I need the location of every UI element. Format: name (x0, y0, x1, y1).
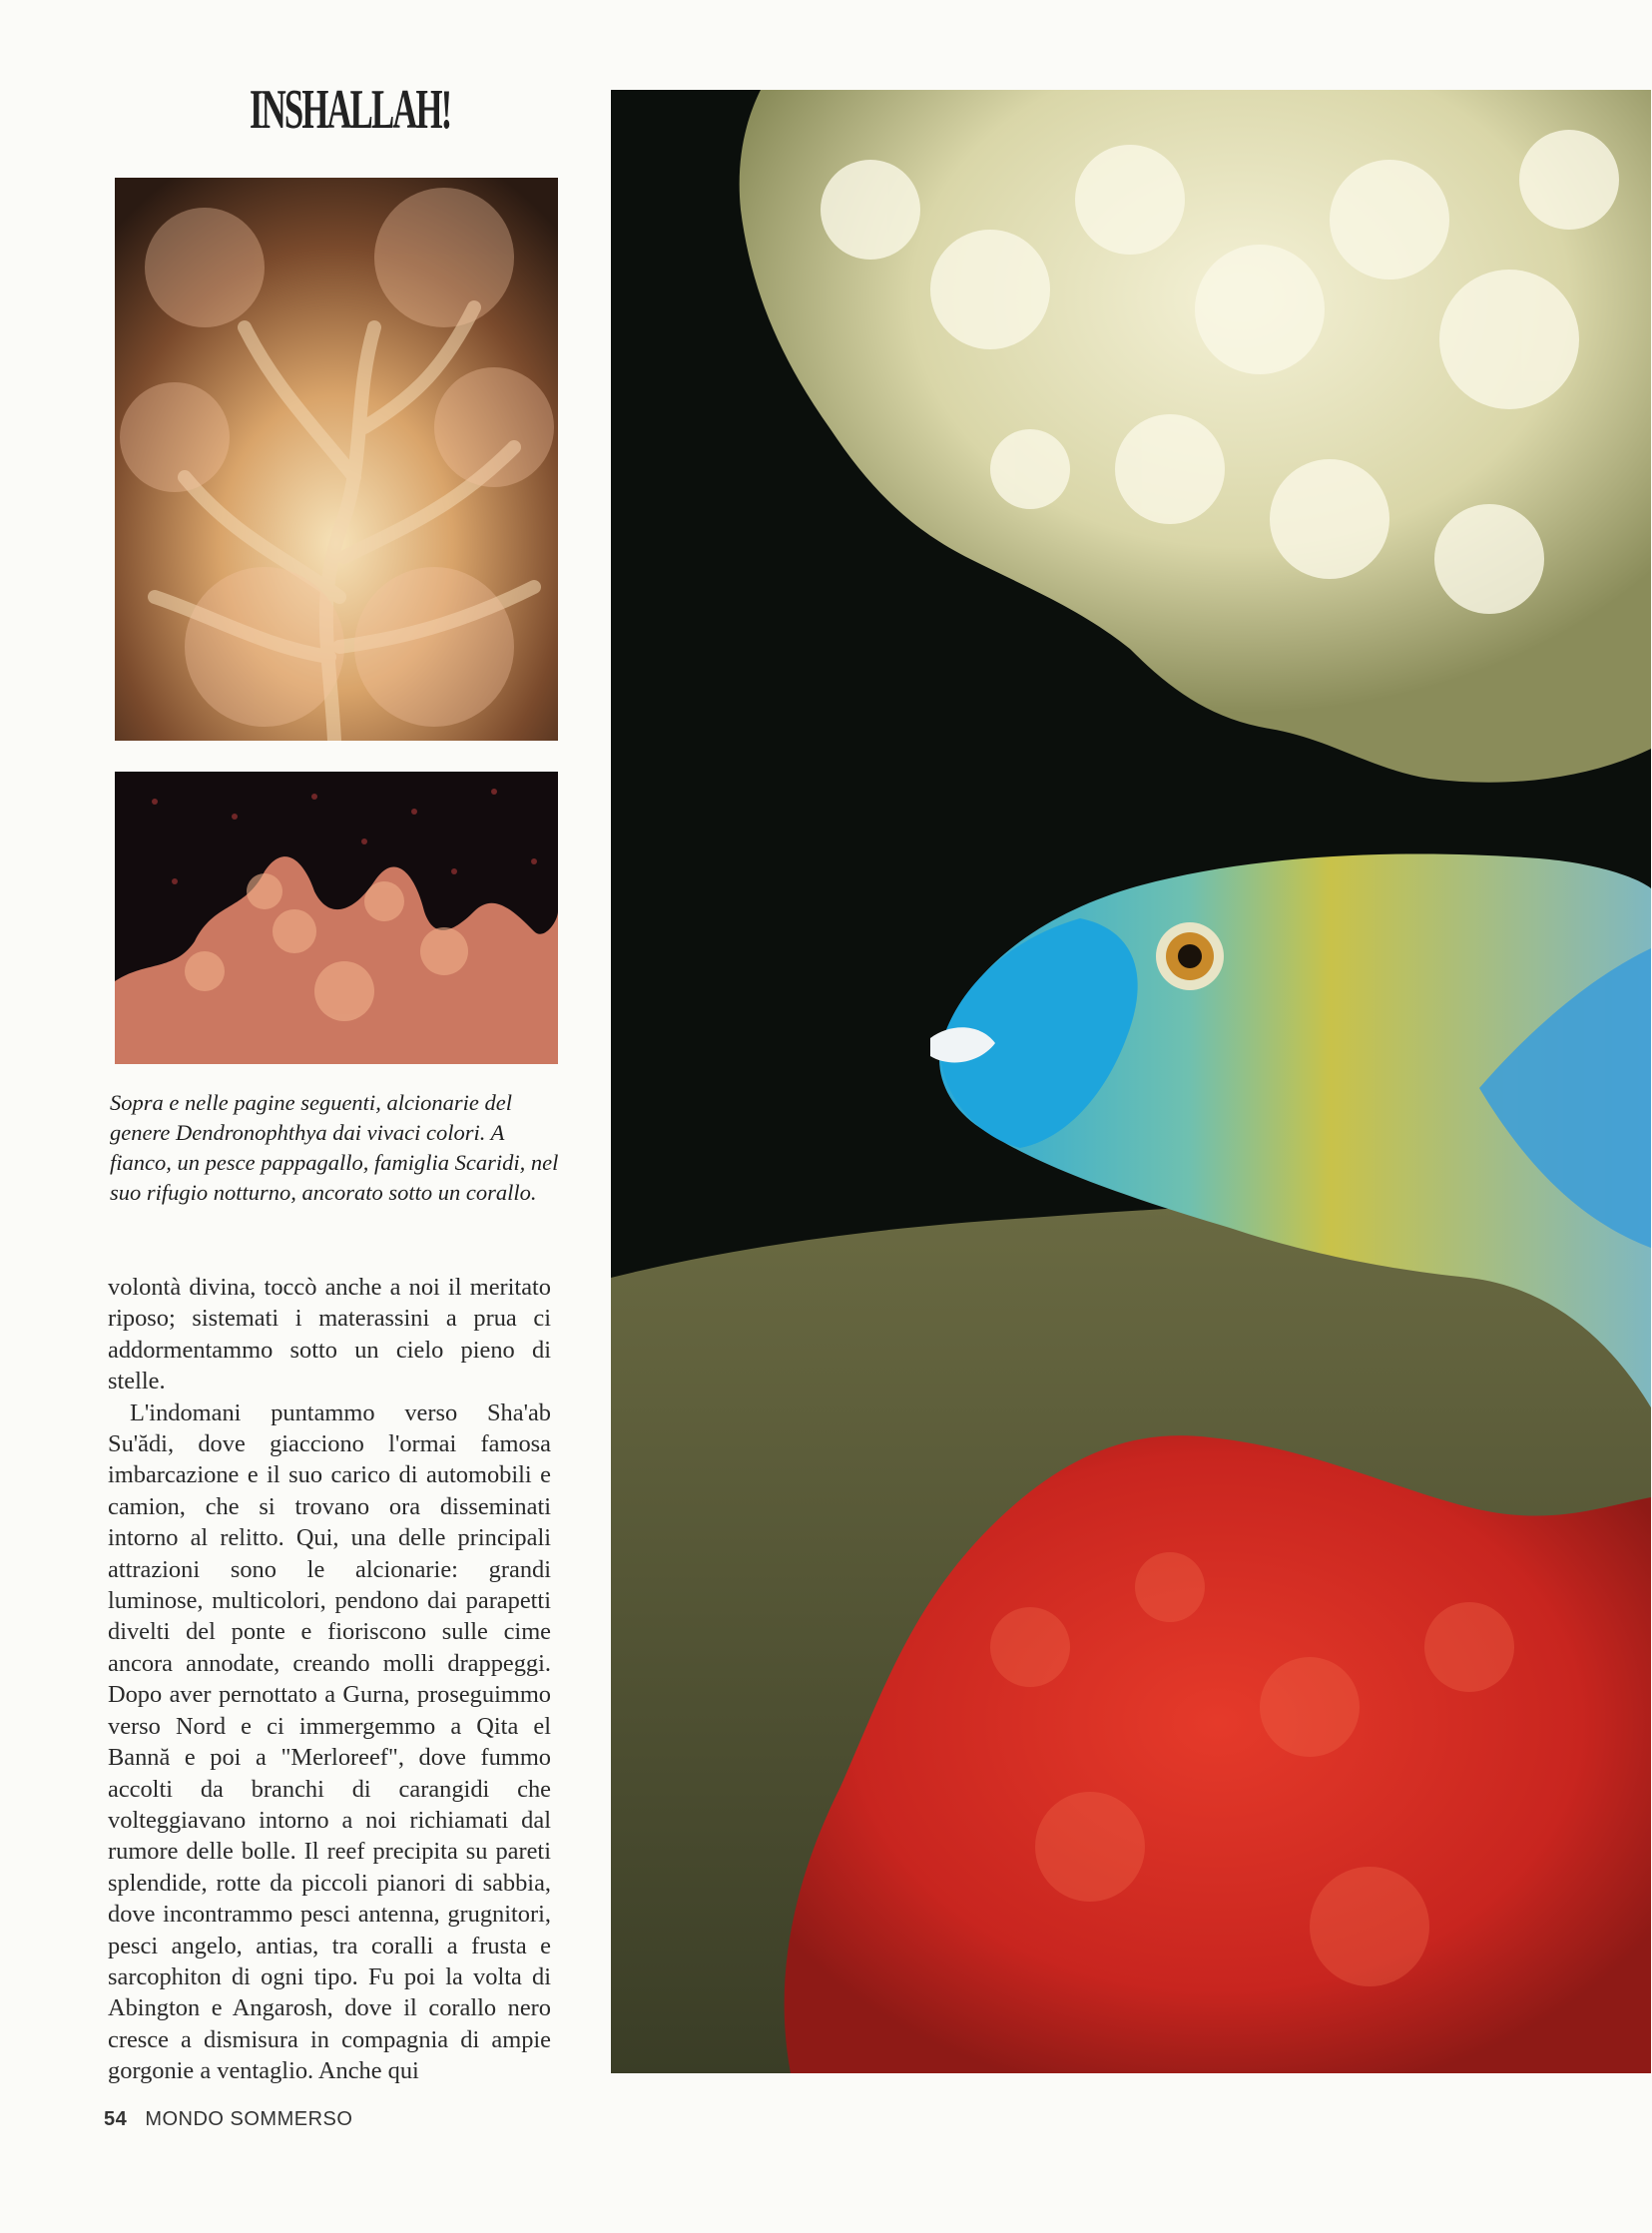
caption-line: fianco, un pesce pappagallo, famiglia Scaridi, nel (110, 1150, 559, 1175)
caption-line: genere Dendronophthya dai vivaci colori. A (110, 1120, 505, 1145)
article-headline: INSHALLAH! (250, 79, 451, 141)
photo-parrotfish (611, 90, 1651, 2073)
article-paragraph: L'indomani puntammo verso Sha'ab Su'ădi, dove giacciono l'ormai famosa imbarcazione e il suo carico di automobili e camion, che si trovano ora disseminati intorno al relitto. Qui, una delle principali attrazioni sono le alcionarie: grandi luminose, multicolori, pendono dai parapetti divelti del ponte e fioriscono sulle cime ancora annodate, creando molli drappeggi. Dopo aver pernottato a Gurna, proseguimmo verso Nord e ci immergemmo a Qita el Bannă e poi a "Merloreef", dove fummo accolti da branchi di carangidi che volteggiavano intorno a noi richiamati dal rumore delle bolle. Il reef precipita su pareti splendide, rotte da piccoli pianori di sabbia, dove incontrammo pesci antenna, grugnitori, pesci angelo, antias, tra coralli a frusta e sarcophiton di ogni tipo. Fu poi la volta di Abington e Angarosh, dove il corallo nero cresce a dismisura in compagnia di ampie gorgonie a ventaglio. Anche qui (108, 1398, 551, 2085)
page-number: 54 (104, 2108, 128, 2130)
article-paragraph: volontà divina, toccò anche a noi il meritato riposo; sistemati i materassini a prua ci addormentammo sotto un cielo pieno di stelle. (108, 1274, 551, 1396)
photo-soft-coral-top (115, 178, 558, 741)
photo-caption (110, 1088, 569, 1208)
caption-line: Sopra e nelle pagine seguenti, alcionarie del (110, 1090, 513, 1115)
page-footer (104, 2108, 352, 2131)
caption-line: suo rifugio notturno, ancorato sotto un corallo. (110, 1180, 537, 1205)
article-body (108, 1272, 551, 2087)
photo-soft-coral-middle (115, 772, 558, 1064)
magazine-name: MONDO SOMMERSO (145, 2108, 353, 2130)
